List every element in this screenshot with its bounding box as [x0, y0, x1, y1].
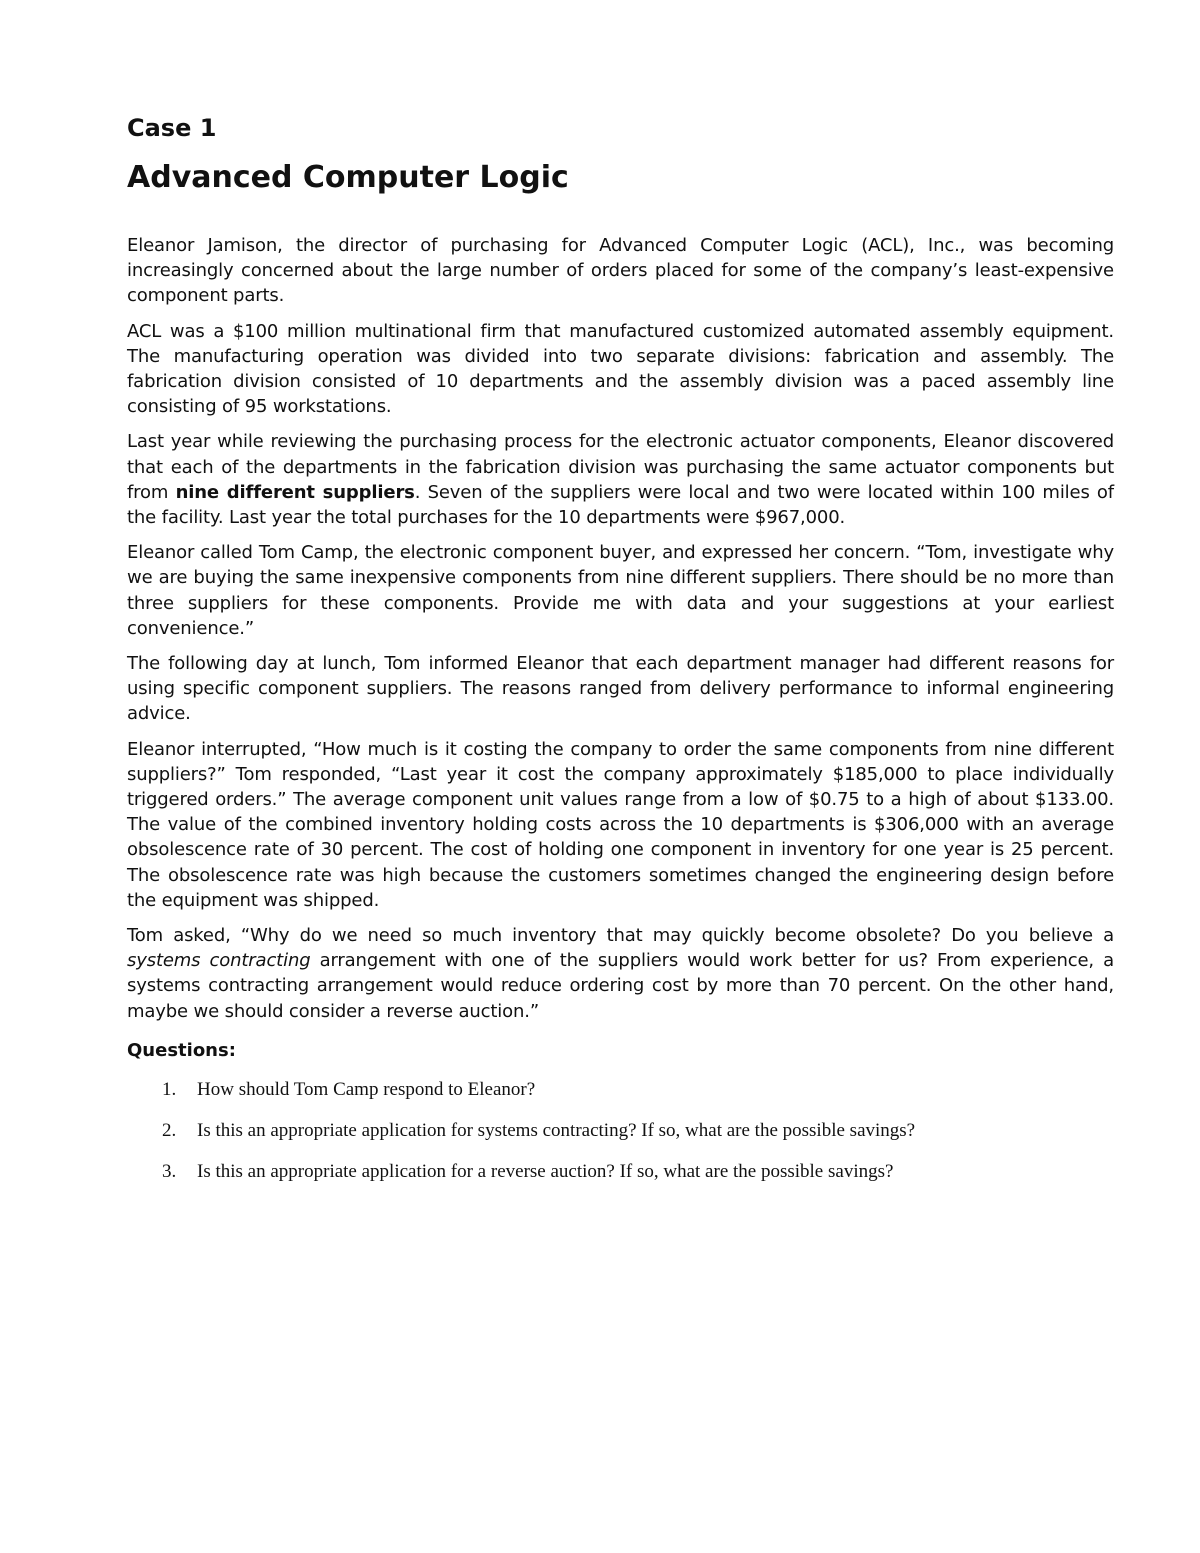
question-item [127, 1077, 1114, 1103]
paragraph-eleanor-call: Eleanor called Tom Camp, the electronic component buyer, and expressed her concern. “Tom, investigate why we are buying the same inexpensive components from nine different suppliers. There should be no more than three suppliers for these components. Provide me with data and your suggestions at your earliest convenience.” [127, 542, 1114, 639]
questions-heading: Questions: [127, 1039, 236, 1061]
document-title: Advanced Computer Logic [127, 160, 569, 195]
question-item [127, 1118, 1114, 1144]
questions-list [127, 1077, 1114, 1185]
case-label: Case 1 [127, 114, 217, 142]
paragraph-suppliers-text-start: Last year while reviewing the purchasing process for the electronic actuator components, Eleanor discovered that each of the departments in the fabrication division was purchasing the same actuator components but from [127, 431, 1114, 503]
question-number: 1. [162, 1078, 177, 1100]
paragraph-costs: Eleanor interrupted, “How much is it costing the company to order the same components from nine different suppliers?” Tom responded, “Last year it cost the company approximately $185,000 to place individually triggered orders.” The average component unit values range from a low of $0.75 to a high of about $133.00. The value of the combined inventory holding costs across the 10 departments is $306,000 with an average obsolescence rate of 30 percent. The cost of holding one component in inventory for one year is 25 percent. The obsolescence rate was high because the customers sometimes changed the engineering design before the equipment was shipped. [127, 738, 1114, 911]
paragraph-tom-asked-text-start: Tom asked, “Why do we need so much inventory that may quickly become obsolete? Do you believe a [127, 925, 1114, 947]
paragraph-tom-asked-text-end: arrangement with one of the suppliers would work better for us? From experience, a systems contracting arrangement would reduce ordering cost by more than 70 percent. On the other hand, maybe we should consider a reverse auction.” [127, 950, 1114, 1022]
paragraph-suppliers-emphasis: nine different suppliers [175, 481, 415, 503]
question-number: 3. [162, 1160, 177, 1182]
document-page [127, 112, 1114, 1200]
paragraph-intro: Eleanor Jamison, the director of purchasing for Advanced Computer Logic (ACL), Inc., was becoming increasingly concerned about the large number of orders placed for some of the company’s least-expensive component parts. [127, 235, 1114, 307]
question-item [127, 1159, 1114, 1185]
question-text: Is this an appropriate application for a reverse auction? If so, what are the possible savings? [197, 1160, 894, 1182]
paragraph-company-overview: ACL was a $100 million multinational firm that manufactured customized automated assembly equipment. The manufacturing operation was divided into two separate divisions: fabrication and assembly. The fabrication division consisted of 10 departments and the assembly division was a paced assembly line consisting of 95 workstations. [127, 320, 1114, 418]
paragraph-suppliers [127, 429, 1114, 530]
paragraph-lunch: The following day at lunch, Tom informed Eleanor that each department manager had different reasons for using specific component suppliers. The reasons ranged from delivery performance to informal engineering advice. [127, 653, 1114, 725]
paragraph-tom-asked-emphasis: systems contracting [127, 950, 311, 972]
question-number: 2. [162, 1119, 177, 1141]
paragraph-tom-asked [127, 923, 1114, 1024]
question-text: Is this an appropriate application for systems contracting? If so, what are the possible savings? [197, 1119, 916, 1141]
question-text: How should Tom Camp respond to Eleanor? [197, 1078, 536, 1100]
paragraph-suppliers-text-end: . Seven of the suppliers were local and two were located within 100 miles of the facility. Last year the total purchases for the 10 departments were $967,000. [127, 481, 1114, 529]
